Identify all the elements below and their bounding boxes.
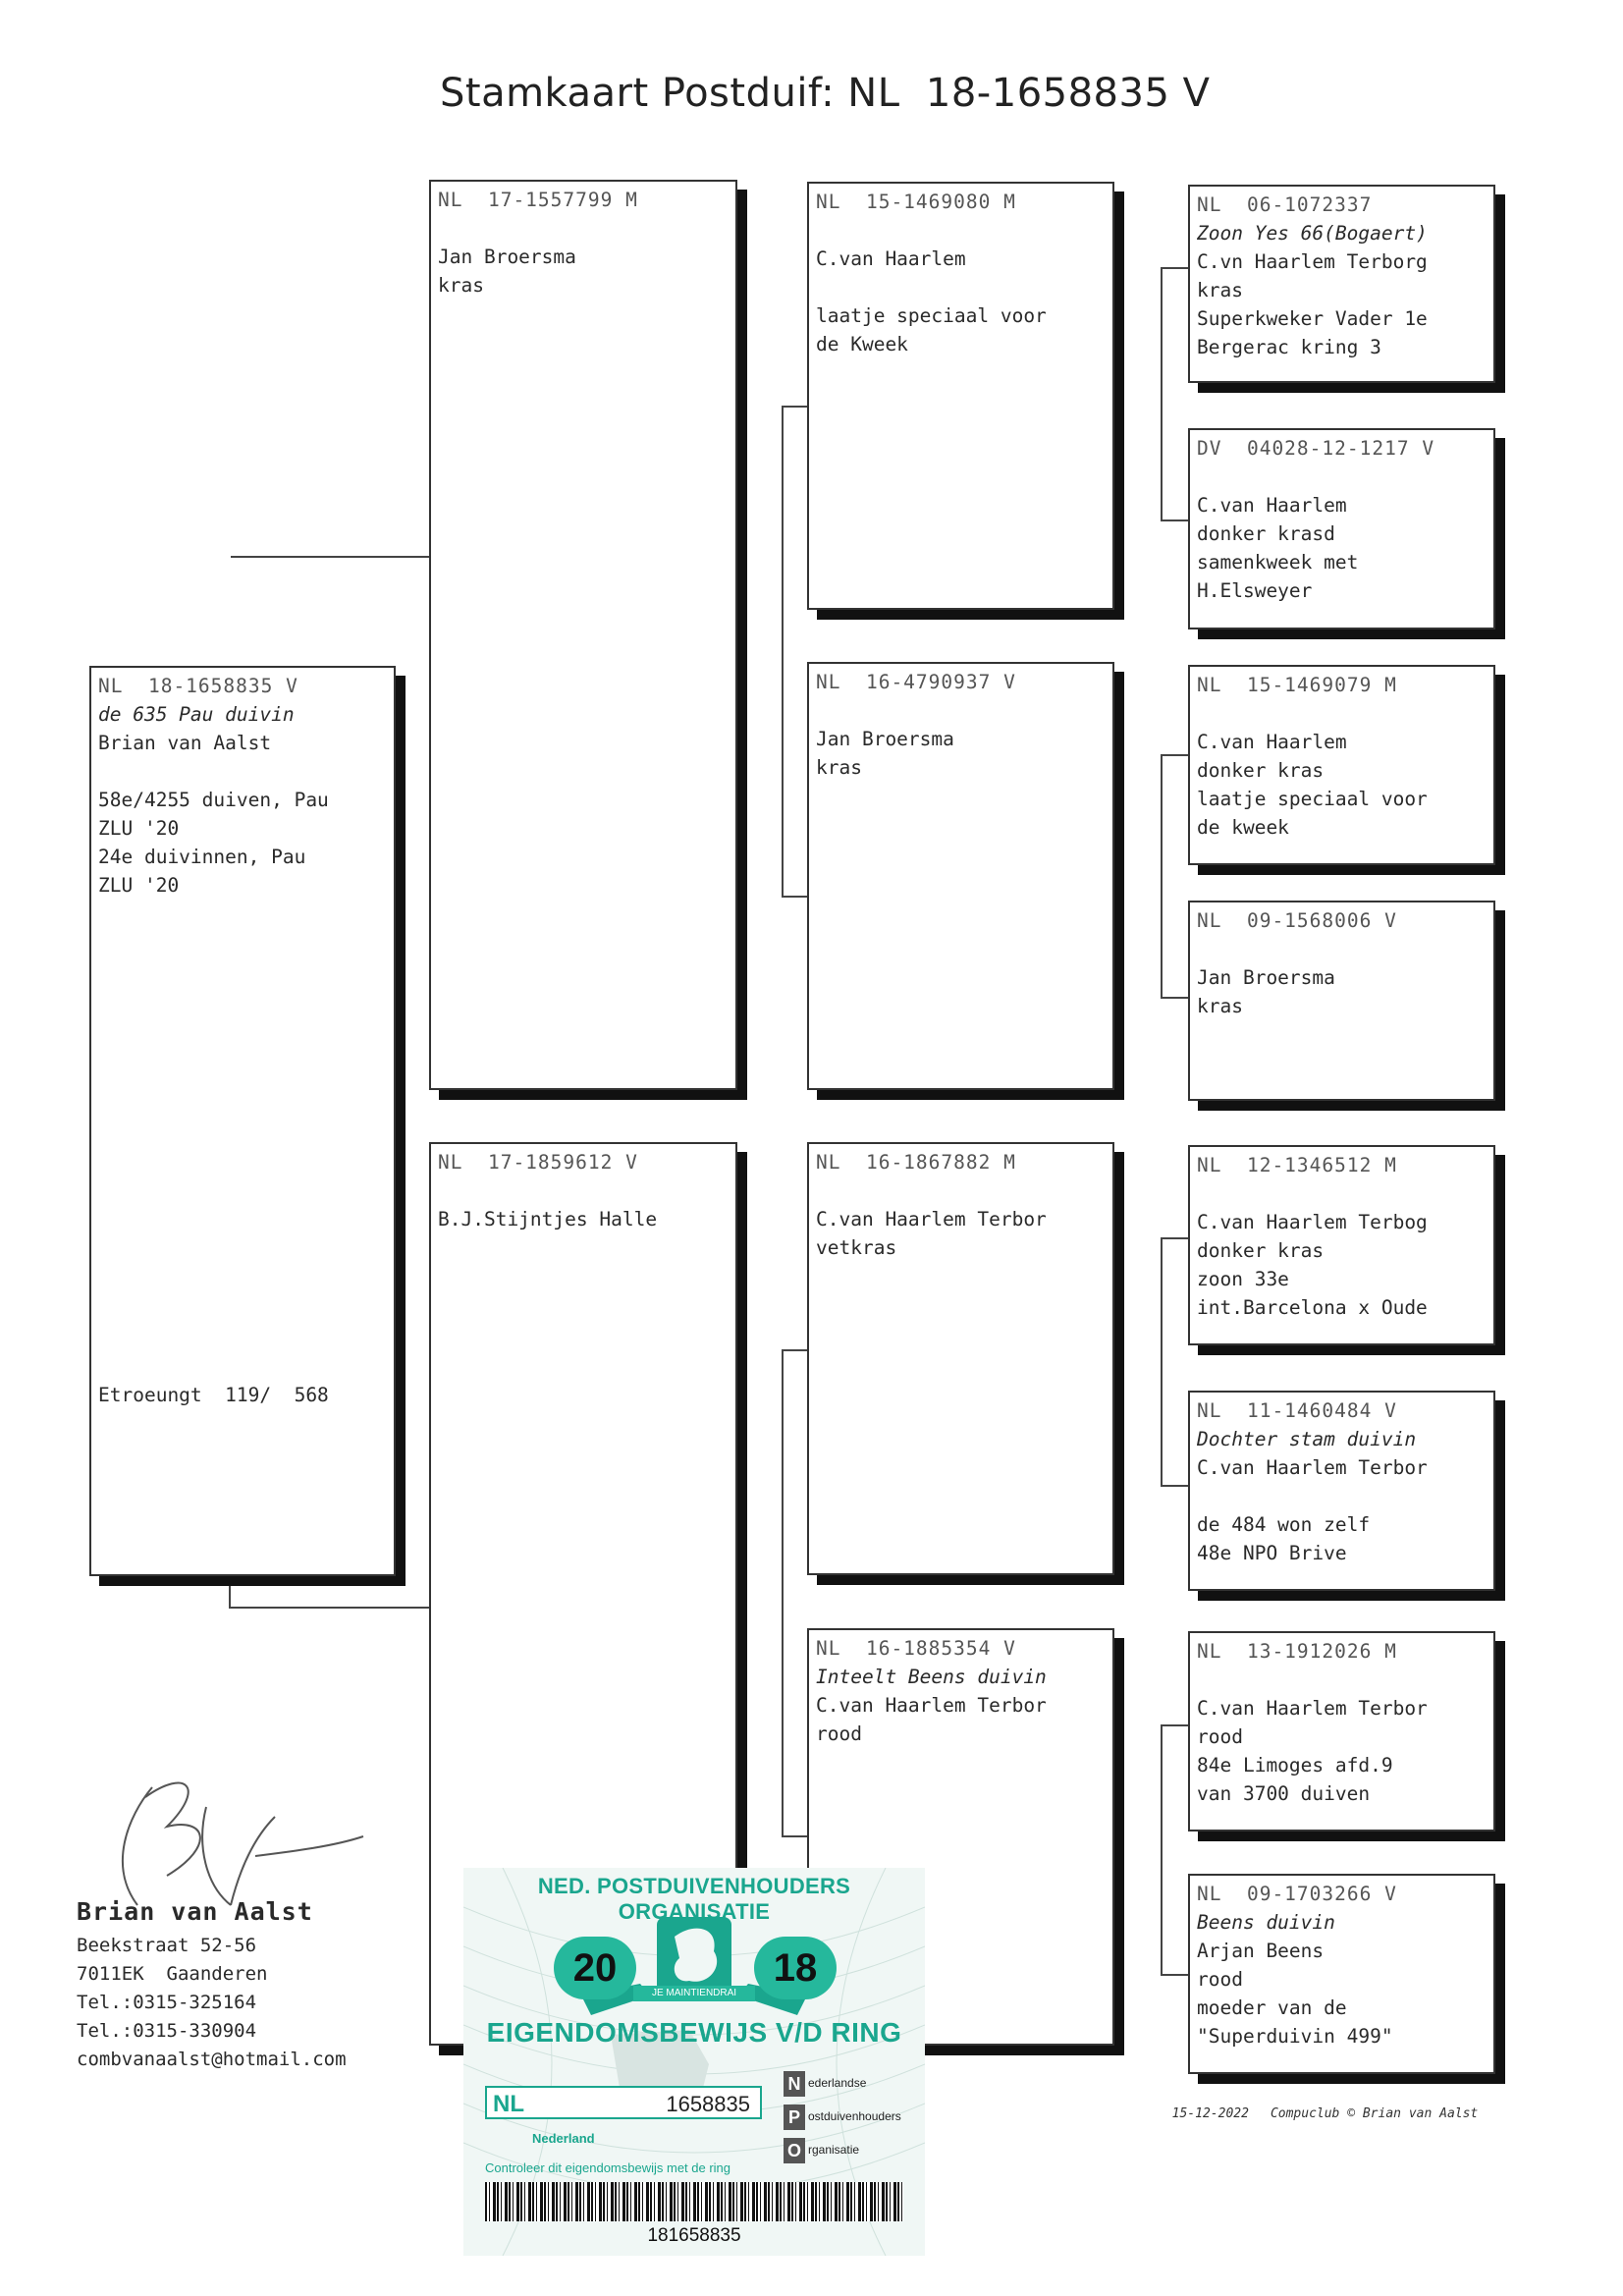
- ring-number-value: 1658835: [666, 2092, 750, 2116]
- year-right: 18: [754, 1937, 837, 1999]
- breeder-name: C.van Haarlem Terbog: [1197, 1211, 1428, 1233]
- ring-number: NL 17-1557799 M: [438, 189, 638, 211]
- barcode-number: 181658835: [647, 2225, 741, 2246]
- blank-line: [1197, 1482, 1487, 1510]
- breeder-name: C.van Haarlem Terbor: [816, 1208, 1047, 1230]
- blank-line: [438, 214, 729, 243]
- npo-word: rganisatie: [808, 2143, 860, 2157]
- breeder-name: Jan Broersma: [816, 728, 954, 750]
- breeder-name: Arjan Beens: [1197, 1940, 1325, 1962]
- result-line: ZLU '20: [98, 817, 180, 840]
- ring-number: NL 18-1658835 V: [98, 675, 298, 697]
- connector-ff-children: [1161, 267, 1188, 521]
- pigeon-note: int.Barcelona x Oude: [1197, 1296, 1428, 1319]
- ring-number: NL 17-1859612 V: [438, 1151, 638, 1174]
- ring-number: NL 12-1346512 M: [1197, 1154, 1397, 1176]
- pigeon-note: de 484 won zelf: [1197, 1513, 1371, 1536]
- connector-fm-children: [1161, 754, 1188, 999]
- pigeon-card-ff: [807, 182, 1114, 610]
- connector-mf-children: [1161, 1237, 1188, 1487]
- blank-line: [816, 216, 1106, 245]
- pigeon-note: kras: [1197, 995, 1243, 1017]
- blank-line: [1197, 463, 1487, 491]
- pigeon-note: H.Elsweyer: [1197, 579, 1313, 602]
- pigeon-card-father: [429, 180, 737, 1090]
- lion-crest-icon: [657, 1917, 731, 1995]
- connector-mother-children: [782, 1349, 807, 1837]
- page-title: Stamkaart Postduif: NL 18-1658835 V: [440, 71, 1211, 116]
- breeder-name: C.van Haarlem: [816, 247, 966, 270]
- result-line: 58e/4255 duiven, Pau: [98, 789, 329, 811]
- ring-country-code: NL: [493, 2091, 524, 2117]
- pigeon-note: Superkweker Vader 1e: [1197, 307, 1428, 330]
- pigeon-card-ffm: [1188, 428, 1495, 629]
- phone-line: Tel.:0315-325164: [77, 1992, 257, 2013]
- pigeon-card-mmm: [1188, 1874, 1495, 2074]
- address-line: 7011EK Gaanderen: [77, 1963, 268, 1985]
- country-label: Nederland: [532, 2131, 595, 2146]
- address-line: Beekstraat 52-56: [77, 1935, 257, 1956]
- pigeon-nickname: de 635 Pau duivin: [98, 703, 295, 726]
- pigeon-card-fm: [807, 662, 1114, 1090]
- breeder-name: C.van Haarlem: [1197, 494, 1347, 517]
- ring-number: NL 15-1469079 M: [1197, 674, 1397, 696]
- blank-line: [1197, 1179, 1487, 1208]
- breeder-name: C.van Haarlem Terbor: [1197, 1456, 1428, 1479]
- pigeon-note: laatje speciaal voor: [816, 304, 1047, 327]
- pigeon-note: zoon 33e: [1197, 1268, 1289, 1290]
- email-line: combvanaalst@hotmail.com: [77, 2049, 347, 2070]
- ring-number: NL 11-1460484 V: [1197, 1399, 1397, 1422]
- npo-word: ederlandse: [808, 2076, 867, 2090]
- breeder-name: Jan Broersma: [1197, 966, 1335, 989]
- breeder-name: C.vn Haarlem Terborg: [1197, 250, 1428, 273]
- blank-line: [1197, 1666, 1487, 1694]
- pigeon-note: "Superduivin 499": [1197, 2025, 1393, 2048]
- certificate-title: EIGENDOMSBEWIJS V/D RING: [486, 2017, 902, 2048]
- blank-line: [816, 273, 1106, 301]
- pigeon-note: rood: [1197, 1725, 1243, 1748]
- pigeon-note: 48e NPO Brive: [1197, 1542, 1347, 1564]
- pigeon-note: kras: [438, 274, 484, 297]
- connector-subject-father: [229, 556, 431, 558]
- ring-number: NL 16-4790937 V: [816, 671, 1016, 693]
- pigeon-note: de kweek: [1197, 816, 1289, 839]
- blank-line: [98, 757, 387, 786]
- barcode: [485, 2182, 903, 2221]
- npo-letter: P: [784, 2105, 805, 2130]
- result-line: ZLU '20: [98, 874, 180, 897]
- ring-number-box: [485, 2086, 762, 2119]
- pigeon-note: donker kras: [1197, 1239, 1325, 1262]
- pigeon-card-mff: [1188, 1145, 1495, 1345]
- breeder-name: Brian van Aalst: [98, 732, 272, 754]
- breeder-name: C.van Haarlem: [1197, 731, 1347, 753]
- pigeon-note: van 3700 duiven: [1197, 1782, 1371, 1805]
- pigeon-nickname: Dochter stam duivin: [1197, 1428, 1417, 1450]
- pigeon-note: donker krasd: [1197, 522, 1335, 545]
- software-credit: Compuclub © Brian van Aalst: [1270, 2106, 1479, 2121]
- connector-subject-mother: [229, 1607, 431, 1609]
- ring-number: NL 13-1912026 M: [1197, 1640, 1397, 1663]
- connector-father-children: [782, 406, 807, 898]
- ring-number: NL 09-1703266 V: [1197, 1883, 1397, 1905]
- pigeon-note: laatje speciaal voor: [1197, 788, 1428, 810]
- pigeon-note: 84e Limoges afd.9: [1197, 1754, 1393, 1777]
- pigeon-nickname: Zoon Yes 66(Bogaert): [1197, 222, 1428, 245]
- ring-number: NL 09-1568006 V: [1197, 909, 1397, 932]
- blank-line: [1197, 935, 1487, 963]
- npo-letter: O: [784, 2138, 805, 2163]
- blank-line: [816, 696, 1106, 725]
- motto-banner: JE MAINTIENDRAI: [633, 1986, 755, 2001]
- breeder-name: Jan Broersma: [438, 246, 576, 268]
- pigeon-note: donker kras: [1197, 759, 1325, 782]
- year-left: 20: [554, 1937, 636, 1999]
- pigeon-card-mmf: [1188, 1631, 1495, 1831]
- owner-name: Brian van Aalst: [77, 1897, 313, 1926]
- pigeon-note: de Kweek: [816, 333, 908, 355]
- npo-word: ostduivenhouders: [808, 2109, 901, 2123]
- pigeon-card-fff: [1188, 185, 1495, 383]
- connector-gap-top: [229, 556, 231, 670]
- pigeon-nickname: Inteelt Beens duivin: [816, 1666, 1047, 1688]
- ring-number: NL 16-1885354 V: [816, 1637, 1016, 1660]
- ring-ownership-certificate: [463, 1868, 925, 2256]
- pigeon-note: samenkweek met: [1197, 551, 1359, 574]
- pigeon-note: rood: [1197, 1968, 1243, 1991]
- footer: [1157, 2092, 1499, 2121]
- phone-line: Tel.:0315-330904: [77, 2020, 257, 2042]
- blank-line: [816, 1176, 1106, 1205]
- pigeon-note: vetkras: [816, 1236, 897, 1259]
- result-line: 24e duivinnen, Pau: [98, 846, 306, 868]
- ring-number: NL 06-1072337: [1197, 193, 1373, 216]
- pigeon-card-fmf: [1188, 665, 1495, 865]
- blank-line: [1197, 699, 1487, 728]
- breeder-name: C.van Haarlem Terbor: [816, 1694, 1047, 1717]
- check-instruction: Controleer dit eigendomsbewijs met de ring: [485, 2160, 731, 2175]
- pigeon-note: rood: [816, 1722, 862, 1745]
- pigeon-card-mfm: [1188, 1391, 1495, 1591]
- ring-number: NL 15-1469080 M: [816, 191, 1016, 213]
- race-result: Etroeungt 119/ 568: [98, 1384, 329, 1406]
- pigeon-note: Bergerac kring 3: [1197, 336, 1381, 358]
- blank-line: [438, 1176, 729, 1205]
- owner-address: [77, 1897, 347, 2074]
- connector-mm-children: [1161, 1724, 1188, 1976]
- ring-number: DV 04028-12-1217 V: [1197, 437, 1435, 460]
- print-date: 15-12-2022: [1171, 2106, 1249, 2121]
- npo-logo: [784, 2066, 901, 2166]
- breeder-name: B.J.Stijntjes Halle: [438, 1208, 658, 1230]
- ring-number: NL 16-1867882 M: [816, 1151, 1016, 1174]
- pigeon-note: moeder van de: [1197, 1996, 1347, 2019]
- pigeon-card-fmm: [1188, 901, 1495, 1101]
- npo-letter: N: [784, 2071, 805, 2097]
- pigeon-note: kras: [1197, 279, 1243, 301]
- pigeon-note: kras: [816, 756, 862, 779]
- pigeon-card-subject: [89, 666, 396, 1576]
- pigeon-nickname: Beens duivin: [1197, 1911, 1335, 1934]
- pigeon-card-mf: [807, 1142, 1114, 1575]
- breeder-name: C.van Haarlem Terbor: [1197, 1697, 1428, 1720]
- organisation-name: NED. POSTDUIVENHOUDERS ORGANISATIE: [537, 1874, 851, 1924]
